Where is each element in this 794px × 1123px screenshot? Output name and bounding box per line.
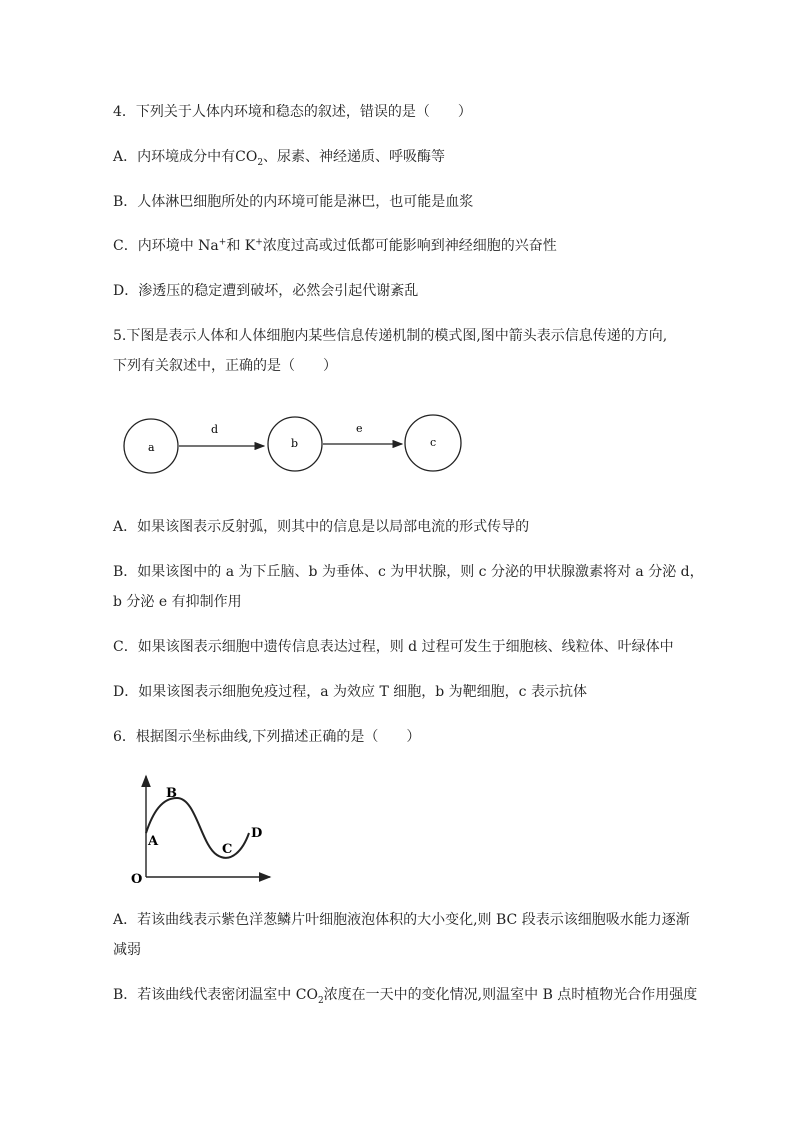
q4-option-d: D．渗透压的稳定遭到破坏，必然会引起代谢紊乱 — [113, 283, 419, 299]
graph-label-a: A — [148, 834, 159, 849]
graph-label-b: B — [166, 786, 177, 801]
node-c-label: c — [430, 436, 437, 449]
node-b-label: b — [291, 437, 299, 450]
q5-stem-line2: 下列有关叙述中，正确的是（ ） — [113, 358, 337, 374]
graph-label-c: C — [222, 842, 233, 857]
q4-c-sup2: + — [255, 237, 263, 248]
arrow-e-label: e — [356, 422, 363, 435]
q6-option-a-line1: A．若该曲线表示紫色洋葱鳞片叶细胞液泡体积的大小变化,则 BC 段表示该细胞吸水能力逐渐 — [113, 912, 690, 928]
q4-c-post: 浓度过高或过低都可能影响到神经细胞的兴奋性 — [262, 238, 557, 254]
q6-option-b — [113, 985, 697, 1005]
node-a-label: a — [148, 441, 155, 454]
q6-option-a-line2: 减弱 — [113, 942, 141, 958]
q4-c-pre: C．内环境中 Na — [113, 238, 219, 254]
q4-c-mid: 和 K — [226, 238, 256, 254]
q4-stem: 4．下列关于人体内环境和稳态的叙述，错误的是（ ） — [113, 104, 472, 120]
q6-b-sub: 2 — [317, 995, 324, 1006]
q5-option-b-line2: b 分泌 e 有抑制作用 — [113, 594, 242, 610]
graph-label-d: D — [251, 826, 263, 841]
graph-label-o: O — [131, 872, 143, 887]
arrow-d-label: d — [211, 423, 219, 436]
q5-option-c: C．如果该图表示细胞中遗传信息表达过程，则 d 过程可发生于细胞核、线粒体、叶绿体中 — [113, 639, 674, 655]
q5-option-a: A．如果该图表示反射弧，则其中的信息是以局部电流的形式传导的 — [113, 519, 530, 535]
q4-a-post: 、尿素、神经递质、呼吸酶等 — [263, 149, 446, 165]
q6-b-post: 浓度在一天中的变化情况,则温室中 B 点时植物光合作用强度 — [323, 987, 698, 1003]
q4-a-sub: 2 — [257, 157, 264, 168]
q4-option-b: B．人体淋巴细胞所处的内环境可能是淋巴，也可能是血浆 — [113, 194, 474, 210]
q5-option-d: D．如果该图表示细胞免疫过程，a 为效应 T 细胞，b 为靶细胞，c 表示抗体 — [113, 684, 587, 700]
graph-curve — [146, 798, 249, 858]
q4-c-sup1: + — [218, 237, 227, 248]
q5-option-b-line1: B．如果该图中的 a 为下丘脑、b 为垂体、c 为甲状腺，则 c 分泌的甲状腺激素将对 a 分泌 d， — [113, 564, 704, 580]
q6-stem: 6．根据图示坐标曲线,下列描述正确的是（ ） — [113, 729, 421, 745]
q5-stem-line1: 5.下图是表示人体和人体细胞内某些信息传递机制的模式图,图中箭头表示信息传递的方向, — [113, 328, 668, 344]
q6-b-pre: B．若该曲线代表密闭温室中 CO — [113, 987, 318, 1003]
q4-a-pre: A．内环境成分中有CO — [113, 149, 258, 165]
